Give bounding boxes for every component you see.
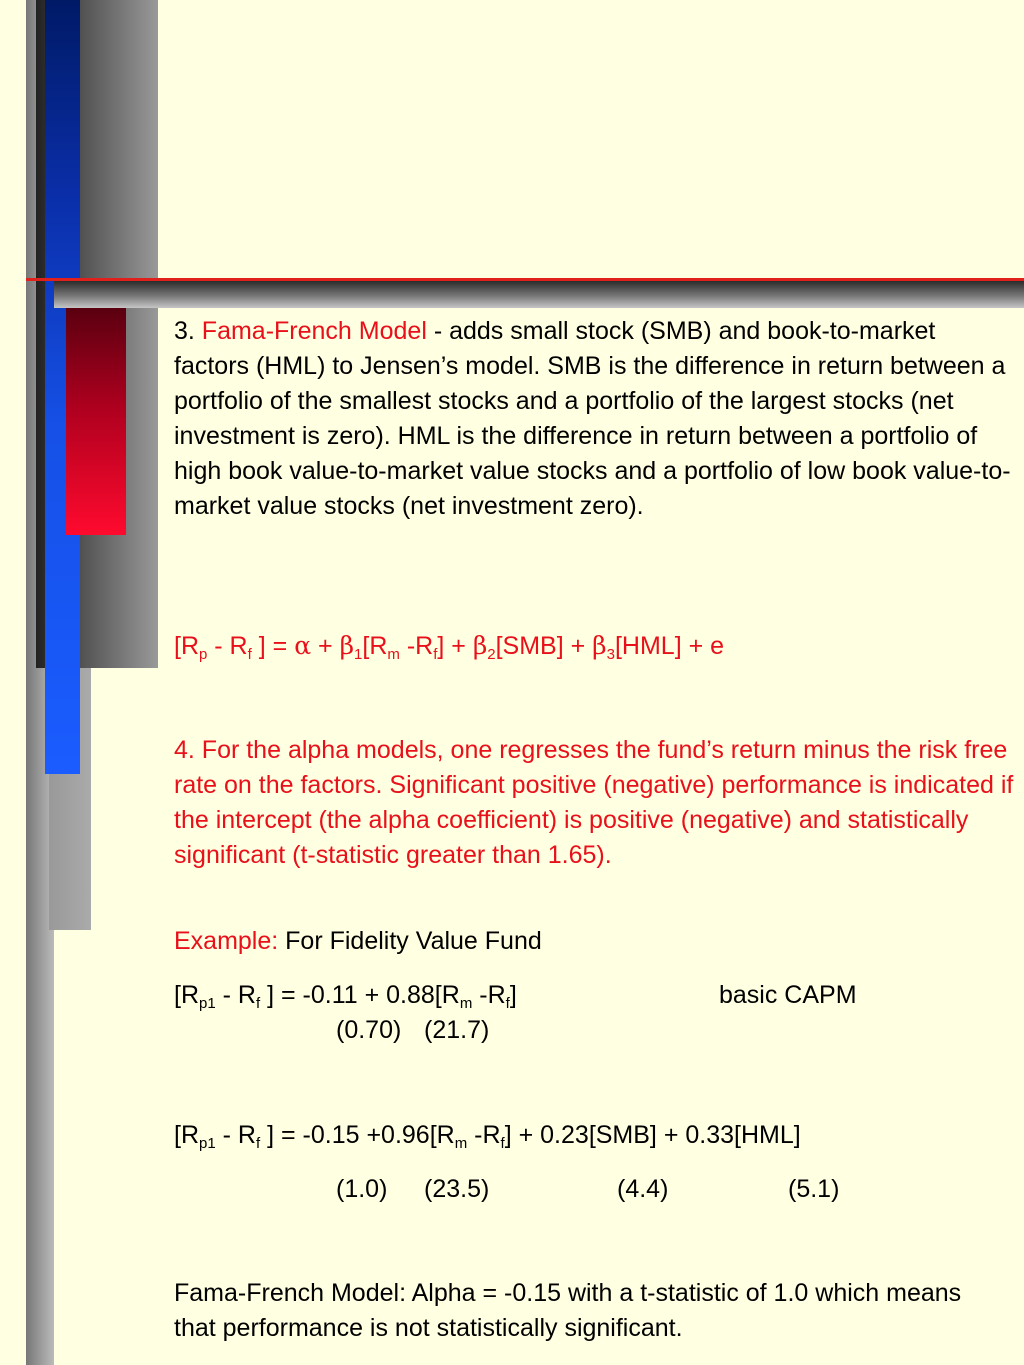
formula-part: -R <box>399 632 434 660</box>
eq-part: -R <box>472 981 506 1009</box>
fama-french-description <box>174 314 1014 524</box>
eq-sub: m <box>459 995 473 1012</box>
eq-sub: f <box>505 995 510 1012</box>
formula-sub: f <box>247 646 252 663</box>
formula-part: [R <box>362 632 388 660</box>
eq-sub: m <box>454 1135 468 1152</box>
example-label: Example: <box>174 927 279 955</box>
formula-sub: 3 <box>606 646 615 663</box>
fama-french-formula <box>174 628 1014 664</box>
model-name: Fama-French Model <box>201 317 427 345</box>
eq-part: [R <box>174 1121 199 1149</box>
alpha-symbol: α <box>294 631 312 660</box>
example-line <box>174 924 1014 959</box>
formula-part: [SMB] + <box>495 632 593 660</box>
eq-part: [R <box>174 981 199 1009</box>
formula-part: ] = <box>251 632 295 660</box>
formula-part: [HML] + e <box>614 632 725 660</box>
formula-part: + <box>311 632 340 660</box>
eq-part: - R <box>215 981 256 1009</box>
capm-t-stat-beta: (21.7) <box>424 1016 490 1044</box>
alpha-models-text: 4. For the alpha models, one regresses the fund’s return minus the risk free rate on the factors. Significant positive (negative) performance is indicated if the intercept (the alpha coefficient) is positive (negative) and statistically significant (t-statistic greater than 1.65). <box>174 736 1014 869</box>
section-number: 3. <box>174 317 202 345</box>
formula-part: ] + <box>437 632 473 660</box>
decorative-red-block <box>66 308 126 535</box>
beta-symbol: β <box>592 631 607 660</box>
capm-regression <box>174 978 1014 1013</box>
section-text: - adds small stock (SMB) and book-to-market factors (HML) to Jensen’s model. SMB is the difference in return between a portfolio of the smallest stocks and a portfolio of the largest stocks (net investment is zero). HML is the difference in return between a portfolio of high book value-to-market value stocks and a portfolio of low book value-to-market value stocks (net investment zero). <box>174 317 1011 520</box>
ff-t-stat-alpha: (1.0) <box>336 1175 388 1203</box>
capm-label: basic CAPM <box>719 981 857 1009</box>
formula-sub: 2 <box>487 646 496 663</box>
eq-sub: p1 <box>199 1135 216 1152</box>
eq-sub: f <box>255 995 261 1012</box>
eq-sub: f <box>500 1135 505 1152</box>
eq-part: - R <box>215 1121 256 1149</box>
ff-t-stat-smb: (4.4) <box>617 1175 669 1203</box>
title-divider-shadow <box>54 281 1024 308</box>
eq-part: ] <box>509 981 517 1009</box>
formula-part: [R <box>174 632 199 660</box>
eq-part: ] = -0.11 + 0.88[R <box>260 981 460 1009</box>
capm-t-stat-alpha: (0.70) <box>336 1016 402 1044</box>
formula-sub: m <box>387 646 400 663</box>
beta-symbol: β <box>339 631 355 660</box>
eq-part: ] + 0.23[SMB] + 0.33[HML] <box>504 1121 801 1149</box>
ff-regression <box>174 1118 1014 1153</box>
ff-t-stat-market: (23.5) <box>424 1175 490 1203</box>
eq-part: ] = -0.15 +0.96[R <box>260 1121 455 1149</box>
example-fund: For Fidelity Value Fund <box>278 927 542 955</box>
formula-sub: 1 <box>354 646 363 663</box>
eq-sub: f <box>255 1135 261 1152</box>
formula-sub: p <box>199 646 208 663</box>
conclusion-text: Fama-French Model: Alpha = -0.15 with a t-statistic of 1.0 which means that performance is not statistically significant. <box>174 1279 962 1342</box>
eq-part: -R <box>467 1121 501 1149</box>
beta-symbol: β <box>472 631 488 660</box>
formula-sub: f <box>433 646 438 663</box>
ff-t-stat-hml: (5.1) <box>788 1175 840 1203</box>
formula-part: - R <box>207 632 248 660</box>
eq-sub: p1 <box>199 995 216 1012</box>
